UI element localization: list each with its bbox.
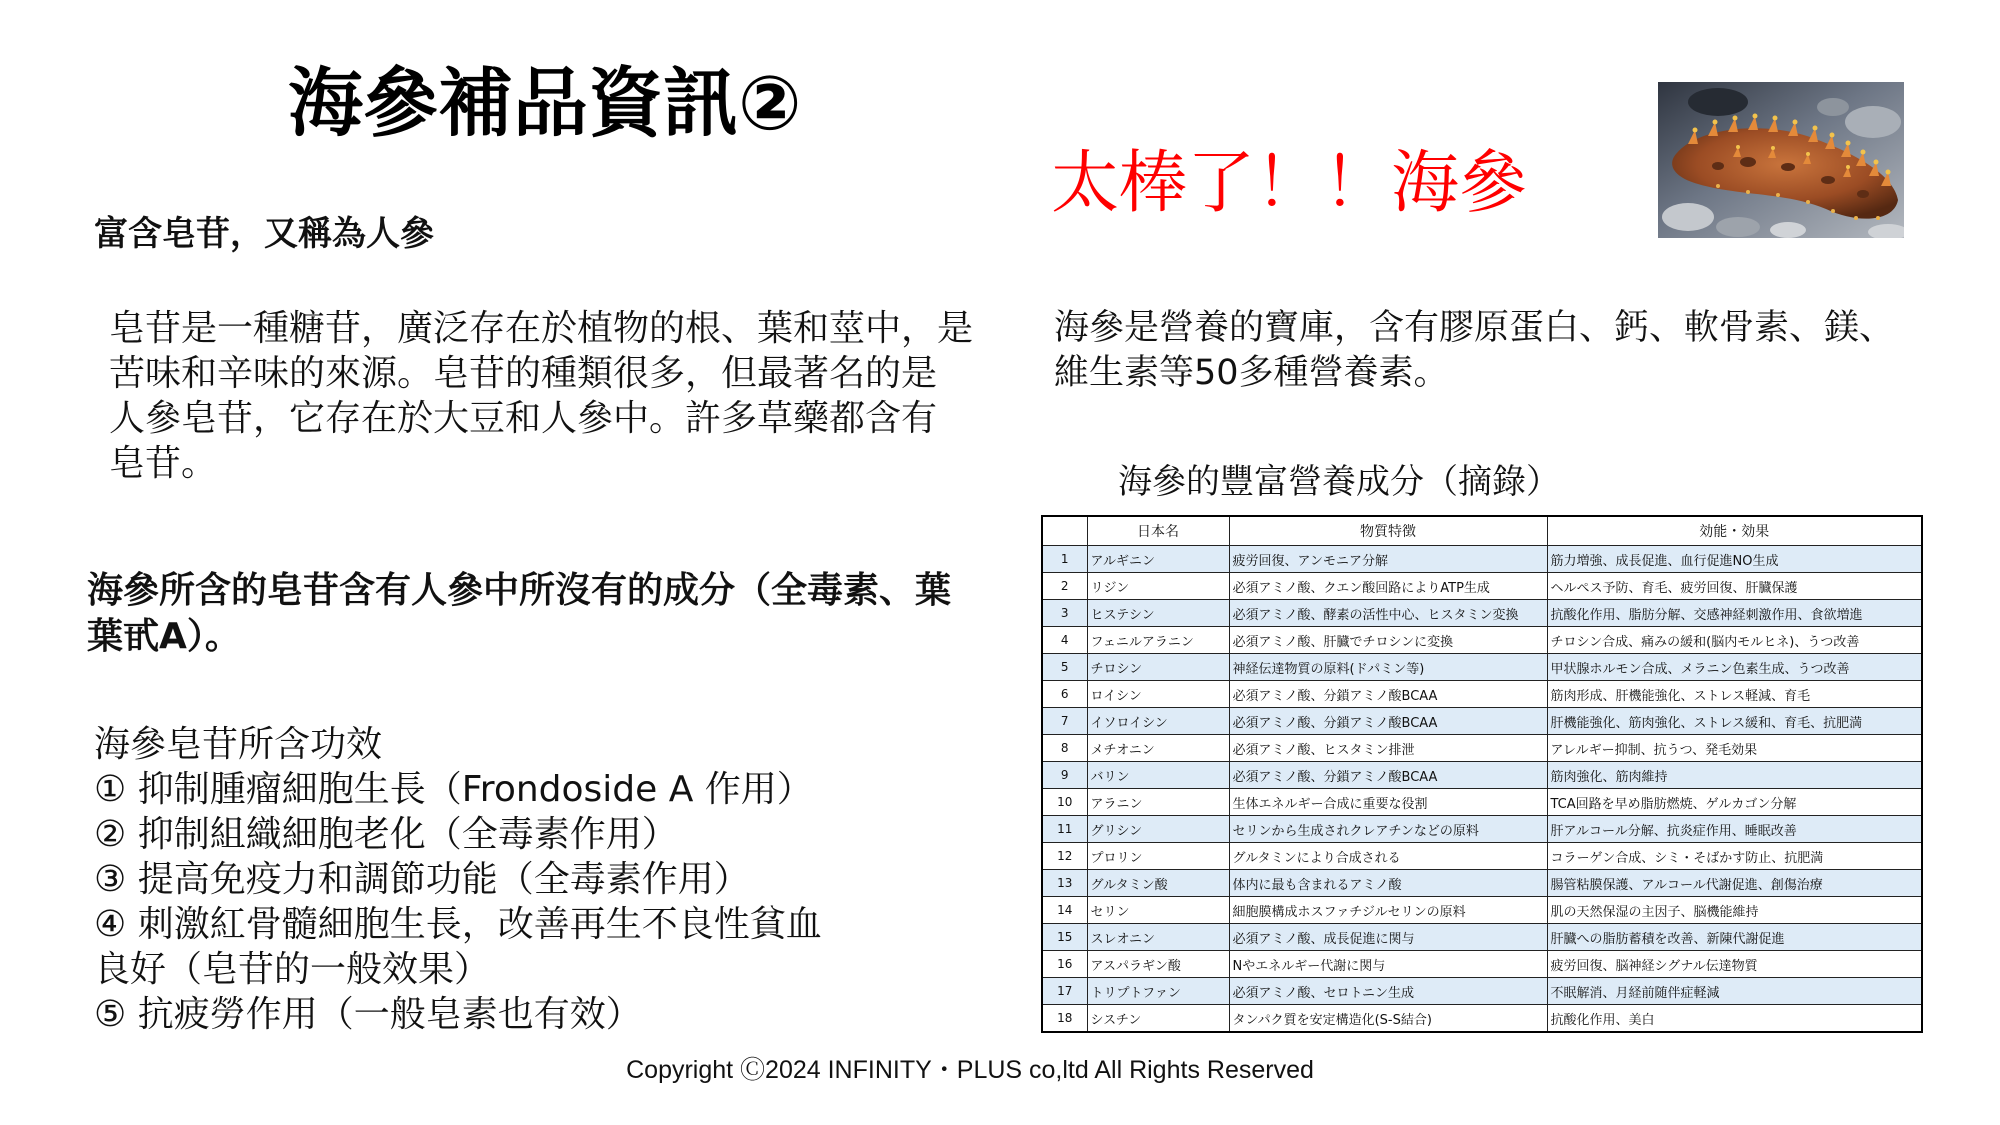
table-row <box>1042 978 1922 1005</box>
nutrition-table <box>1041 515 1923 1033</box>
cell-japanese-name: リジン <box>1087 573 1229 600</box>
table-row <box>1042 816 1922 843</box>
nutrition-table-body <box>1042 546 1922 1033</box>
cell-effects: TCA回路を早め脂肪燃焼、ゲルカゴン分解 <box>1547 789 1922 816</box>
cell-japanese-name: アラニン <box>1087 789 1229 816</box>
cell-row-number: 18 <box>1042 1005 1087 1033</box>
saponin-note <box>87 568 951 660</box>
sea-cucumber-illustration <box>1658 82 1904 238</box>
cell-row-number: 12 <box>1042 843 1087 870</box>
benefit-item-continuation: 良好（皂苷的一般效果） <box>94 949 491 990</box>
cell-row-number: 17 <box>1042 978 1087 1005</box>
cell-substance-characteristics: 必須アミノ酸、ヒスタミン排泄 <box>1229 735 1547 762</box>
cell-substance-characteristics: グルタミンにより合成される <box>1229 843 1547 870</box>
note-line: 葉甙A）。 <box>87 616 241 657</box>
cell-japanese-name: メチオニン <box>1087 735 1229 762</box>
cell-japanese-name: イソロイシン <box>1087 708 1229 735</box>
table-row <box>1042 897 1922 924</box>
cell-japanese-name: フェニルアラニン <box>1087 627 1229 654</box>
cell-effects: 不眠解消、月経前随伴症軽減 <box>1547 978 1922 1005</box>
cell-row-number: 13 <box>1042 870 1087 897</box>
paragraph-line: 苦味和辛味的來源。皂苷的種類很多，但最著名的是 <box>109 353 938 394</box>
saponin-paragraph <box>109 306 973 486</box>
table-row <box>1042 708 1922 735</box>
cell-effects: 筋肉形成、肝機能強化、ストレス軽減、育毛 <box>1547 681 1922 708</box>
cell-effects: チロシン合成、痛みの緩和(脳内モルヒネ)、うつ改善 <box>1547 627 1922 654</box>
copyright-notice: Copyright Ⓒ2024 INFINITY・PLUS co,ltd All Rights Reserved <box>626 1056 1314 1084</box>
cell-row-number: 11 <box>1042 816 1087 843</box>
cell-japanese-name: ロイシン <box>1087 681 1229 708</box>
cell-substance-characteristics: 必須アミノ酸、分鎖アミノ酸BCAA <box>1229 681 1547 708</box>
cell-row-number: 8 <box>1042 735 1087 762</box>
paragraph-line: 皂苷。 <box>109 443 218 484</box>
cell-effects: 筋肉強化、筋肉維持 <box>1547 762 1922 789</box>
table-row <box>1042 654 1922 681</box>
table-row <box>1042 573 1922 600</box>
header-substance-characteristics: 物質特徴 <box>1229 516 1547 546</box>
cell-substance-characteristics: 必須アミノ酸、酵素の活性中心、ヒスタミン変換 <box>1229 600 1547 627</box>
cell-japanese-name: トリプトファン <box>1087 978 1229 1005</box>
slide-title: 海參補品資訊② <box>288 59 802 147</box>
cell-effects: 肝臓への脂肪蓄積を改善、新陳代謝促進 <box>1547 924 1922 951</box>
benefit-item: ③ 提高免疫力和調節功能（全毒素作用） <box>94 859 750 900</box>
cell-effects: アレルギー抑制、抗うつ、発毛効果 <box>1547 735 1922 762</box>
cell-substance-characteristics: 体内に最も含まれるアミノ酸 <box>1229 870 1547 897</box>
cell-effects: 肌の天然保湿の主因子、脳機能維持 <box>1547 897 1922 924</box>
benefits-list <box>94 722 822 1037</box>
tagline: 太棒了！！海參 <box>1051 144 1528 223</box>
table-row <box>1042 924 1922 951</box>
cell-substance-characteristics: 必須アミノ酸、肝臓でチロシンに変換 <box>1229 627 1547 654</box>
cell-effects: 腸管粘膜保護、アルコール代謝促進、創傷治療 <box>1547 870 1922 897</box>
cell-substance-characteristics: 細胞膜構成ホスファチジルセリンの原料 <box>1229 897 1547 924</box>
table-row <box>1042 1005 1922 1033</box>
paragraph-line: 維生素等50多種營養素。 <box>1054 353 1449 393</box>
cell-japanese-name: バリン <box>1087 762 1229 789</box>
header-number <box>1042 516 1087 546</box>
note-line: 海參所含的皂苷含有人參中所沒有的成分（全毒素、葉 <box>87 570 952 611</box>
cell-substance-characteristics: 必須アミノ酸、成長促進に関与 <box>1229 924 1547 951</box>
cell-japanese-name: チロシン <box>1087 654 1229 681</box>
sea-cucumber-photo <box>1658 82 1904 238</box>
cell-effects: 肝機能強化、筋肉強化、ストレス緩和、育毛、抗肥満 <box>1547 708 1922 735</box>
cell-effects: 抗酸化作用、美白 <box>1547 1005 1922 1033</box>
cell-effects: 抗酸化作用、脂肪分解、交感神経刺激作用、食欲増進 <box>1547 600 1922 627</box>
cell-effects: 肝アルコール分解、抗炎症作用、睡眠改善 <box>1547 816 1922 843</box>
cell-japanese-name: セリン <box>1087 897 1229 924</box>
cell-effects: 甲状腺ホルモン合成、メラニン色素生成、うつ改善 <box>1547 654 1922 681</box>
cell-japanese-name: シスチン <box>1087 1005 1229 1033</box>
cell-effects: コラーゲン合成、シミ・そばかす防止、抗肥満 <box>1547 843 1922 870</box>
cell-japanese-name: アスパラギン酸 <box>1087 951 1229 978</box>
benefit-item: ② 抑制組織細胞老化（全毒素作用） <box>94 814 678 855</box>
table-caption: 海參的豐富營養成分（摘錄） <box>1118 462 1560 502</box>
benefit-item: ⑤ 抗疲勞作用（一般皂素也有效） <box>94 994 642 1035</box>
cell-row-number: 1 <box>1042 546 1087 573</box>
cell-substance-characteristics: 必須アミノ酸、分鎖アミノ酸BCAA <box>1229 762 1547 789</box>
table-row <box>1042 762 1922 789</box>
cell-japanese-name: プロリン <box>1087 843 1229 870</box>
cell-row-number: 10 <box>1042 789 1087 816</box>
cell-row-number: 6 <box>1042 681 1087 708</box>
table-row <box>1042 870 1922 897</box>
header-japanese-name: 日本名 <box>1087 516 1229 546</box>
table-row <box>1042 627 1922 654</box>
saponin-subheading: 富含皂苷，又稱為人參 <box>94 214 434 254</box>
cell-row-number: 3 <box>1042 600 1087 627</box>
benefit-item: ① 抑制腫瘤細胞生長（Frondoside A 作用） <box>94 769 813 810</box>
table-header-row <box>1042 516 1922 546</box>
cell-row-number: 5 <box>1042 654 1087 681</box>
cell-effects: ヘルペス予防、育毛、疲労回復、肝臓保護 <box>1547 573 1922 600</box>
cell-japanese-name: グリシン <box>1087 816 1229 843</box>
benefits-heading: 海參皂苷所含功效 <box>94 724 383 765</box>
paragraph-line: 皂苷是一種糖苷，廣泛存在於植物的根、葉和莖中，是 <box>109 308 974 349</box>
cell-substance-characteristics: 必須アミノ酸、クエン酸回路によりATP生成 <box>1229 573 1547 600</box>
cell-row-number: 16 <box>1042 951 1087 978</box>
cell-row-number: 7 <box>1042 708 1087 735</box>
cell-row-number: 14 <box>1042 897 1087 924</box>
cell-effects: 筋力増強、成長促進、血行促進NO生成 <box>1547 546 1922 573</box>
benefit-item: ④ 刺激紅骨髓細胞生長，改善再生不良性貧血 <box>94 904 822 945</box>
table-row <box>1042 951 1922 978</box>
cell-row-number: 15 <box>1042 924 1087 951</box>
cell-japanese-name: アルギニン <box>1087 546 1229 573</box>
table-row <box>1042 546 1922 573</box>
cell-substance-characteristics: 必須アミノ酸、分鎖アミノ酸BCAA <box>1229 708 1547 735</box>
cell-substance-characteristics: Nやエネルギー代謝に関与 <box>1229 951 1547 978</box>
cell-substance-characteristics: タンパク質を安定構造化(S-S結合) <box>1229 1005 1547 1033</box>
cell-japanese-name: グルタミン酸 <box>1087 870 1229 897</box>
cell-substance-characteristics: 疲労回復、アンモニア分解 <box>1229 546 1547 573</box>
table-row <box>1042 681 1922 708</box>
cell-japanese-name: スレオニン <box>1087 924 1229 951</box>
cell-substance-characteristics: セリンから生成されクレアチンなどの原料 <box>1229 816 1547 843</box>
paragraph-line: 海參是營養的寶庫，含有膠原蛋白、鈣、軟骨素、鎂、 <box>1054 308 1895 348</box>
table-row <box>1042 789 1922 816</box>
cell-substance-characteristics: 神経伝達物質の原料(ドパミン等) <box>1229 654 1547 681</box>
cell-row-number: 2 <box>1042 573 1087 600</box>
table-row <box>1042 843 1922 870</box>
cell-row-number: 4 <box>1042 627 1087 654</box>
table-row <box>1042 735 1922 762</box>
paragraph-line: 人參皂苷，它存在於大豆和人參中。許多草藥都含有 <box>109 398 938 439</box>
header-effects: 効能・効果 <box>1547 516 1922 546</box>
cell-substance-characteristics: 必須アミノ酸、セロトニン生成 <box>1229 978 1547 1005</box>
cell-row-number: 9 <box>1042 762 1087 789</box>
nutrition-paragraph <box>1054 306 1894 396</box>
cell-substance-characteristics: 生体エネルギー合成に重要な役割 <box>1229 789 1547 816</box>
cell-effects: 疲労回復、脳神経シグナル伝達物質 <box>1547 951 1922 978</box>
cell-japanese-name: ヒステシン <box>1087 600 1229 627</box>
table-row <box>1042 600 1922 627</box>
